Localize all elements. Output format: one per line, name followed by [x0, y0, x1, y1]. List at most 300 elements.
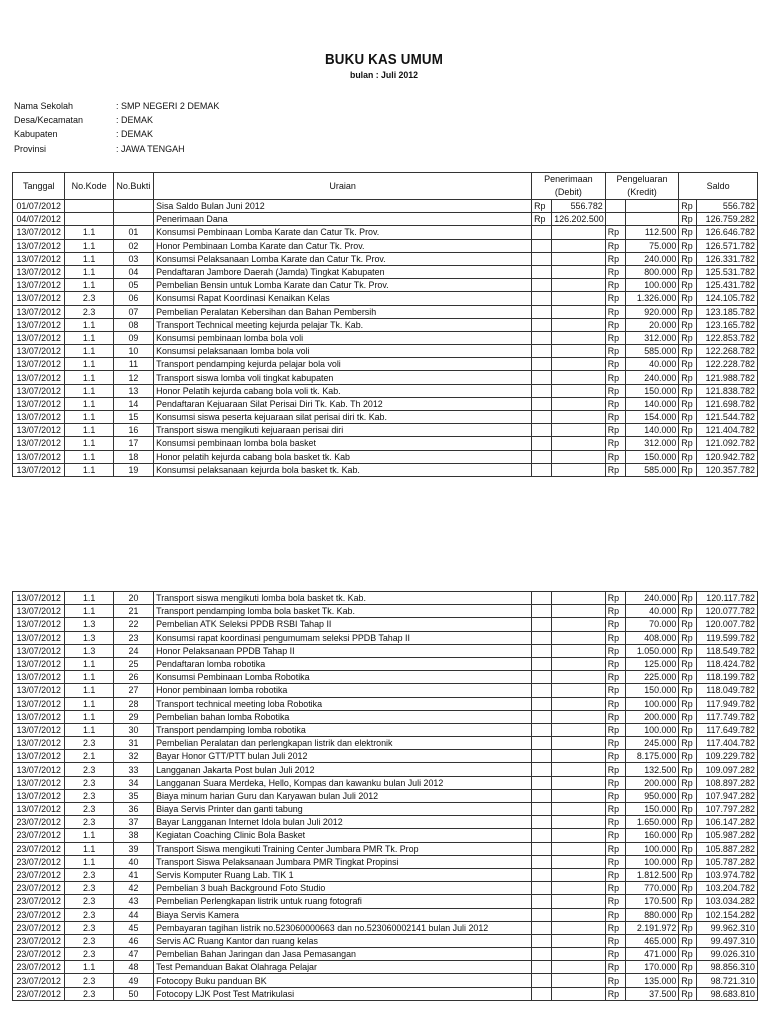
- balance-amount: 98.721.310: [697, 974, 758, 987]
- entry-receipt-no: 28: [113, 697, 153, 710]
- entry-description: Transport pendamping kejurda pelajar bola voli: [154, 358, 532, 371]
- info-row-village: [14, 113, 219, 127]
- table-row: [13, 816, 758, 829]
- entry-description: Pembayaran tagihan listrik no.523060000663 dan no.523060002141 bulan Juli 2012: [154, 921, 532, 934]
- entry-description: Pendaftaran Jambore Daerah (Jamda) Tingkat Kabupaten: [154, 265, 532, 278]
- balance-currency: Rp: [679, 803, 697, 816]
- credit-amount: 920.000: [625, 305, 678, 318]
- entry-description: Konsumsi pembinaan lomba bola basket: [154, 437, 532, 450]
- entry-code: 1.1: [65, 684, 113, 697]
- credit-amount: 225.000: [625, 671, 678, 684]
- debit-amount: [552, 371, 605, 384]
- credit-amount: 240.000: [625, 592, 678, 605]
- document-title: BUKU KAS UMUM: [324, 52, 443, 68]
- credit-currency: Rp: [605, 605, 625, 618]
- info-label: Nama Sekolah: [14, 101, 74, 111]
- credit-currency: Rp: [605, 763, 625, 776]
- entry-date: 23/07/2012: [13, 842, 65, 855]
- balance-amount: 102.154.282: [697, 908, 758, 921]
- credit-currency: Rp: [605, 737, 625, 750]
- credit-amount: 800.000: [625, 265, 678, 278]
- credit-currency: Rp: [605, 384, 625, 397]
- credit-amount: 20.000: [625, 318, 678, 331]
- entry-receipt-no: 11: [113, 358, 153, 371]
- credit-currency: Rp: [605, 868, 625, 881]
- balance-amount: 107.797.282: [697, 803, 758, 816]
- debit-currency: [532, 723, 552, 736]
- entry-date: 13/07/2012: [13, 292, 65, 305]
- entry-date: 13/07/2012: [13, 657, 65, 670]
- balance-amount: 98.856.310: [697, 961, 758, 974]
- debit-currency: [532, 816, 552, 829]
- debit-amount: [552, 816, 605, 829]
- col-header-penerimaan: [532, 173, 606, 200]
- credit-amount: 8.175.000: [625, 750, 678, 763]
- credit-currency: Rp: [605, 829, 625, 842]
- debit-amount: [552, 934, 605, 947]
- entry-description: Biaya Servis Kamera: [154, 908, 532, 921]
- cash-ledger-table-2: [12, 591, 758, 1001]
- entry-receipt-no: 45: [113, 921, 153, 934]
- debit-currency: [532, 318, 552, 331]
- debit-currency: [532, 618, 552, 631]
- debit-currency: [532, 450, 552, 463]
- balance-currency: Rp: [679, 239, 697, 252]
- entry-description: Pembelian Bensin untuk Lomba Karate dan Catur Tk. Prov.: [154, 279, 532, 292]
- ledger-body-2: [13, 592, 758, 1001]
- credit-amount: 40.000: [625, 358, 678, 371]
- entry-date: 23/07/2012: [13, 855, 65, 868]
- entry-description: Honor Pelatih kejurda cabang bola voli tk. Kab.: [154, 384, 532, 397]
- debit-currency: [532, 921, 552, 934]
- balance-currency: Rp: [679, 618, 697, 631]
- balance-amount: 120.357.782: [697, 463, 758, 476]
- credit-amount: 100.000: [625, 723, 678, 736]
- table-row: [13, 710, 758, 723]
- entry-description: Kegiatan Coaching Clinic Bola Basket: [154, 829, 532, 842]
- entry-description: Transport siswa mengikuti kejuaraan perisai diri: [154, 424, 532, 437]
- balance-amount: 123.185.782: [697, 305, 758, 318]
- credit-currency: Rp: [605, 908, 625, 921]
- entry-description: Langganan Suara Merdeka, Hello, Kompas dan kawanku bulan Juli 2012: [154, 776, 532, 789]
- entry-receipt-no: 32: [113, 750, 153, 763]
- debit-currency: [532, 345, 552, 358]
- col-header-debit-label: (Debit): [554, 187, 582, 197]
- entry-code: 2.3: [65, 908, 113, 921]
- debit-currency: [532, 384, 552, 397]
- credit-currency: Rp: [605, 948, 625, 961]
- entry-description: Honor Pembinaan Lomba Karate dan Catur Tk. Prov.: [154, 239, 532, 252]
- debit-amount: [552, 763, 605, 776]
- debit-amount: [552, 737, 605, 750]
- table-row: [13, 424, 758, 437]
- debit-amount: [552, 411, 605, 424]
- balance-amount: 122.853.782: [697, 331, 758, 344]
- entry-receipt-no: 36: [113, 803, 153, 816]
- entry-date: 13/07/2012: [13, 384, 65, 397]
- balance-amount: 109.229.782: [697, 750, 758, 763]
- credit-amount: 770.000: [625, 882, 678, 895]
- entry-date: 13/07/2012: [13, 671, 65, 684]
- entry-code: 2.3: [65, 305, 113, 318]
- debit-amount: [552, 789, 605, 802]
- debit-currency: [532, 882, 552, 895]
- entry-receipt-no: 14: [113, 397, 153, 410]
- entry-code: 1.3: [65, 644, 113, 657]
- debit-amount: [552, 252, 605, 265]
- debit-amount: [552, 908, 605, 921]
- table-row: [13, 750, 758, 763]
- balance-currency: Rp: [679, 384, 697, 397]
- credit-currency: Rp: [605, 345, 625, 358]
- balance-amount: 103.034.282: [697, 895, 758, 908]
- entry-receipt-no: 27: [113, 684, 153, 697]
- entry-receipt-no: 03: [113, 252, 153, 265]
- entry-receipt-no: 08: [113, 318, 153, 331]
- credit-amount: 160.000: [625, 829, 678, 842]
- credit-currency: Rp: [605, 987, 625, 1000]
- entry-code: 1.1: [65, 279, 113, 292]
- ledger-body-1: [13, 200, 758, 477]
- credit-amount: 150.000: [625, 684, 678, 697]
- entry-date: 23/07/2012: [13, 868, 65, 881]
- balance-currency: Rp: [679, 697, 697, 710]
- credit-currency: Rp: [605, 424, 625, 437]
- debit-amount: [552, 684, 605, 697]
- balance-amount: 123.165.782: [697, 318, 758, 331]
- entry-date: 13/07/2012: [13, 803, 65, 816]
- debit-currency: [532, 987, 552, 1000]
- debit-amount: [552, 882, 605, 895]
- col-header-kredit-label: (Kredit): [627, 187, 657, 197]
- entry-receipt-no: 07: [113, 305, 153, 318]
- entry-date: 13/07/2012: [13, 710, 65, 723]
- entry-code: 1.3: [65, 618, 113, 631]
- balance-amount: 121.404.782: [697, 424, 758, 437]
- debit-amount: [552, 292, 605, 305]
- entry-description: Transport pendamping lomba bola basket Tk. Kab.: [154, 605, 532, 618]
- credit-amount: 100.000: [625, 842, 678, 855]
- entry-code: 2.3: [65, 737, 113, 750]
- entry-code: 1.1: [65, 239, 113, 252]
- credit-currency: Rp: [605, 265, 625, 278]
- entry-receipt-no: 22: [113, 618, 153, 631]
- entry-code: 1.1: [65, 384, 113, 397]
- entry-description: Konsumsi pelaksanaan kejurda bola basket tk. Kab.: [154, 463, 532, 476]
- balance-currency: Rp: [679, 397, 697, 410]
- table-row: [13, 279, 758, 292]
- entry-date: 23/07/2012: [13, 948, 65, 961]
- credit-currency: Rp: [605, 657, 625, 670]
- entry-code: 2.3: [65, 895, 113, 908]
- table-row: [13, 358, 758, 371]
- table-row: [13, 331, 758, 344]
- entry-date: 23/07/2012: [13, 961, 65, 974]
- entry-code: 1.1: [65, 961, 113, 974]
- table-row: [13, 397, 758, 410]
- entry-date: 13/07/2012: [13, 305, 65, 318]
- debit-currency: [532, 961, 552, 974]
- debit-amount: [552, 842, 605, 855]
- debit-currency: [532, 424, 552, 437]
- entry-description: Servis AC Ruang Kantor dan ruang kelas: [154, 934, 532, 947]
- debit-currency: [532, 239, 552, 252]
- debit-amount: [552, 776, 605, 789]
- table-row: [13, 384, 758, 397]
- balance-amount: 119.599.782: [697, 631, 758, 644]
- entry-receipt-no: 06: [113, 292, 153, 305]
- debit-currency: [532, 697, 552, 710]
- credit-currency: Rp: [605, 710, 625, 723]
- entry-date: 13/07/2012: [13, 265, 65, 278]
- table-row: [13, 318, 758, 331]
- entry-date: 13/07/2012: [13, 279, 65, 292]
- balance-currency: Rp: [679, 842, 697, 855]
- balance-currency: Rp: [679, 318, 697, 331]
- debit-amount: [552, 895, 605, 908]
- balance-currency: Rp: [679, 200, 697, 213]
- entry-date: 13/07/2012: [13, 644, 65, 657]
- entry-code: 1.1: [65, 657, 113, 670]
- info-value: : DEMAK: [116, 115, 154, 126]
- credit-currency: Rp: [605, 974, 625, 987]
- entry-date: 13/07/2012: [13, 463, 65, 476]
- entry-code: 1.1: [65, 226, 113, 239]
- entry-description: Transport Siswa Pelaksanaan Jumbara PMR Tingkat Propinsi: [154, 855, 532, 868]
- credit-amount: 140.000: [625, 397, 678, 410]
- debit-currency: [532, 657, 552, 670]
- table-row: [13, 592, 758, 605]
- credit-currency: Rp: [605, 463, 625, 476]
- table-row: [13, 671, 758, 684]
- balance-currency: Rp: [679, 252, 697, 265]
- table-row: [13, 239, 758, 252]
- cash-ledger-table-1: [12, 172, 758, 477]
- debit-amount: [552, 868, 605, 881]
- entry-code: 2.1: [65, 750, 113, 763]
- table-row: [13, 987, 758, 1000]
- entry-description: Fotocopy Buku panduan BK: [154, 974, 532, 987]
- entry-code: 1.1: [65, 697, 113, 710]
- credit-currency: Rp: [605, 318, 625, 331]
- entry-description: Pembelian Bahan Jaringan dan Jasa Pemasangan: [154, 948, 532, 961]
- balance-amount: 126.646.782: [697, 226, 758, 239]
- entry-description: Honor Pelaksanaan PPDB Tahap II: [154, 644, 532, 657]
- balance-currency: Rp: [679, 331, 697, 344]
- credit-currency: Rp: [605, 895, 625, 908]
- debit-currency: [532, 750, 552, 763]
- credit-currency: Rp: [605, 631, 625, 644]
- entry-code: 1.1: [65, 671, 113, 684]
- balance-amount: 109.097.282: [697, 763, 758, 776]
- entry-receipt-no: 46: [113, 934, 153, 947]
- entry-date: 23/07/2012: [13, 908, 65, 921]
- credit-currency: Rp: [605, 921, 625, 934]
- debit-currency: [532, 763, 552, 776]
- entry-description: Konsumsi Rapat Koordinasi Kenaikan Kelas: [154, 292, 532, 305]
- credit-amount: 312.000: [625, 331, 678, 344]
- entry-description: Pembelian Peralatan dan perlengkapan listrik dan elektronik: [154, 737, 532, 750]
- entry-receipt-no: 50: [113, 987, 153, 1000]
- balance-currency: Rp: [679, 974, 697, 987]
- credit-currency: Rp: [605, 816, 625, 829]
- balance-amount: 118.549.782: [697, 644, 758, 657]
- entry-receipt-no: 05: [113, 279, 153, 292]
- balance-currency: Rp: [679, 816, 697, 829]
- entry-receipt-no: 40: [113, 855, 153, 868]
- entry-date: 23/07/2012: [13, 816, 65, 829]
- debit-amount: [552, 750, 605, 763]
- debit-currency: [532, 644, 552, 657]
- credit-currency: Rp: [605, 437, 625, 450]
- entry-code: 1.1: [65, 855, 113, 868]
- credit-currency: Rp: [605, 934, 625, 947]
- entry-receipt-no: 24: [113, 644, 153, 657]
- entry-receipt-no: 10: [113, 345, 153, 358]
- credit-currency: Rp: [605, 279, 625, 292]
- entry-date: 13/07/2012: [13, 358, 65, 371]
- balance-currency: Rp: [679, 371, 697, 384]
- entry-receipt-no: 15: [113, 411, 153, 424]
- col-header-pengeluaran: [605, 173, 679, 200]
- entry-receipt-no: 38: [113, 829, 153, 842]
- table-row: [13, 697, 758, 710]
- debit-amount: [552, 265, 605, 278]
- credit-amount: 312.000: [625, 437, 678, 450]
- balance-currency: Rp: [679, 292, 697, 305]
- credit-currency: Rp: [605, 397, 625, 410]
- entry-code: 1.1: [65, 358, 113, 371]
- col-header-no-kode: No.Kode: [65, 173, 113, 200]
- credit-currency: Rp: [605, 961, 625, 974]
- table-row: [13, 934, 758, 947]
- entry-date: 13/07/2012: [13, 737, 65, 750]
- debit-amount: [552, 226, 605, 239]
- entry-date: 23/07/2012: [13, 921, 65, 934]
- balance-amount: 105.887.282: [697, 842, 758, 855]
- entry-description: Transport Technical meeting kejurda pelajar Tk. Kab.: [154, 318, 532, 331]
- credit-amount: 150.000: [625, 384, 678, 397]
- entry-description: Fotocopy LJK Post Test Matrikulasi: [154, 987, 532, 1000]
- entry-date: 13/07/2012: [13, 331, 65, 344]
- credit-amount: 950.000: [625, 789, 678, 802]
- entry-description: Konsumsi Pelaksanaan Lomba Karate dan Catur Tk. Prov.: [154, 252, 532, 265]
- table-row: [13, 252, 758, 265]
- entry-receipt-no: 02: [113, 239, 153, 252]
- table-row: [13, 829, 758, 842]
- credit-currency: Rp: [605, 450, 625, 463]
- debit-amount: [552, 723, 605, 736]
- entry-description: Servis Komputer Ruang Lab. TIK 1: [154, 868, 532, 881]
- entry-code: [65, 213, 113, 226]
- debit-amount: [552, 239, 605, 252]
- debit-amount: [552, 644, 605, 657]
- balance-amount: 117.749.782: [697, 710, 758, 723]
- balance-amount: 121.698.782: [697, 397, 758, 410]
- entry-date: 13/07/2012: [13, 605, 65, 618]
- balance-currency: Rp: [679, 908, 697, 921]
- table-row: [13, 789, 758, 802]
- entry-receipt-no: 31: [113, 737, 153, 750]
- credit-currency: Rp: [605, 239, 625, 252]
- table-row: [13, 961, 758, 974]
- balance-currency: Rp: [679, 684, 697, 697]
- table-header-row: [13, 173, 758, 200]
- debit-amount: 556.782: [552, 200, 605, 213]
- balance-currency: Rp: [679, 710, 697, 723]
- credit-amount: 75.000: [625, 239, 678, 252]
- entry-code: 1.1: [65, 829, 113, 842]
- table-row: [13, 882, 758, 895]
- debit-amount: [552, 631, 605, 644]
- balance-amount: 106.147.282: [697, 816, 758, 829]
- entry-receipt-no: 26: [113, 671, 153, 684]
- debit-amount: [552, 803, 605, 816]
- balance-currency: Rp: [679, 750, 697, 763]
- entry-date: 13/07/2012: [13, 411, 65, 424]
- entry-receipt-no: 17: [113, 437, 153, 450]
- credit-amount: 200.000: [625, 710, 678, 723]
- balance-currency: Rp: [679, 450, 697, 463]
- credit-amount: 1.812.500: [625, 868, 678, 881]
- entry-receipt-no: 43: [113, 895, 153, 908]
- entry-date: 23/07/2012: [13, 882, 65, 895]
- entry-receipt-no: 12: [113, 371, 153, 384]
- debit-amount: [552, 397, 605, 410]
- debit-currency: Rp: [532, 200, 552, 213]
- entry-code: 2.3: [65, 763, 113, 776]
- credit-currency: Rp: [605, 618, 625, 631]
- debit-currency: [532, 948, 552, 961]
- balance-currency: Rp: [679, 987, 697, 1000]
- table-row: [13, 776, 758, 789]
- credit-currency: Rp: [605, 252, 625, 265]
- entry-description: Sisa Saldo Bulan Juni 2012: [154, 200, 532, 213]
- entry-code: 1.3: [65, 631, 113, 644]
- credit-currency: Rp: [605, 305, 625, 318]
- balance-currency: Rp: [679, 829, 697, 842]
- entry-code: 1.1: [65, 345, 113, 358]
- debit-amount: [552, 279, 605, 292]
- entry-receipt-no: 25: [113, 657, 153, 670]
- entry-receipt-no: 09: [113, 331, 153, 344]
- credit-amount: 1.050.000: [625, 644, 678, 657]
- balance-amount: 556.782: [697, 200, 758, 213]
- credit-currency: Rp: [605, 855, 625, 868]
- debit-amount: [552, 697, 605, 710]
- entry-description: Pembelian Peralatan Kebersihan dan Bahan Pembersih: [154, 305, 532, 318]
- credit-currency: Rp: [605, 803, 625, 816]
- entry-receipt-no: 30: [113, 723, 153, 736]
- credit-amount: 585.000: [625, 463, 678, 476]
- balance-amount: 126.331.782: [697, 252, 758, 265]
- entry-description: Transport siswa lomba voli tingkat kabupaten: [154, 371, 532, 384]
- debit-currency: [532, 292, 552, 305]
- balance-currency: Rp: [679, 358, 697, 371]
- balance-currency: Rp: [679, 411, 697, 424]
- balance-amount: 117.404.782: [697, 737, 758, 750]
- table-row: [13, 265, 758, 278]
- balance-amount: 125.431.782: [697, 279, 758, 292]
- entry-description: Honor pembinaan lomba robotika: [154, 684, 532, 697]
- entry-receipt-no: 47: [113, 948, 153, 961]
- table-row: [13, 657, 758, 670]
- table-row: [13, 200, 758, 213]
- balance-amount: 108.897.282: [697, 776, 758, 789]
- balance-currency: Rp: [679, 961, 697, 974]
- entry-date: 23/07/2012: [13, 934, 65, 947]
- table-row: [13, 948, 758, 961]
